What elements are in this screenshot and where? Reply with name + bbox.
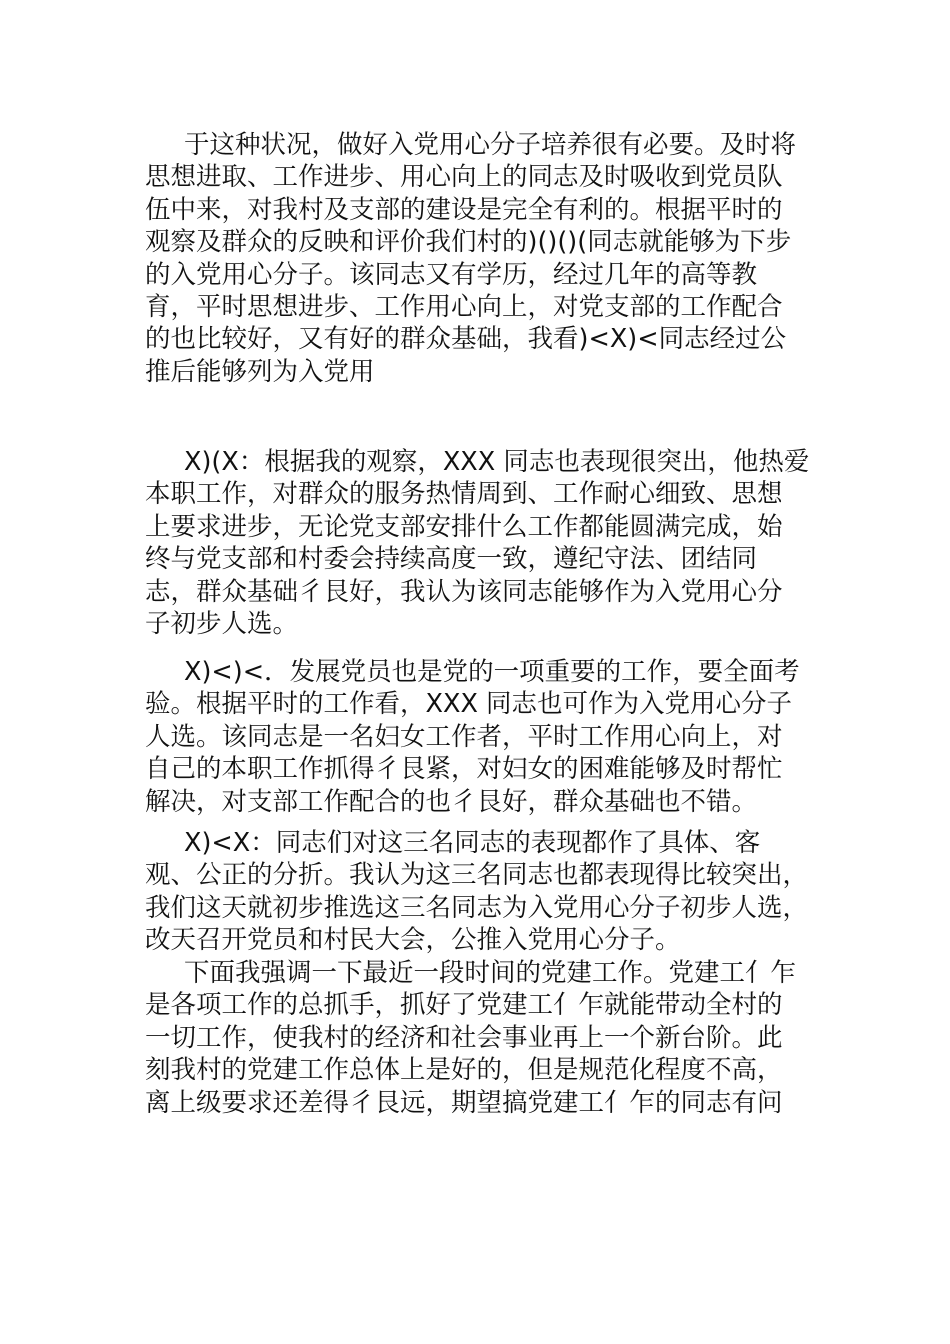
paragraph-5 (145, 957, 815, 1119)
paragraph-line: 自己的本职工作抓得彳艮紧，对妇女的困难能够及时帮忙 (145, 754, 783, 785)
paragraph-line: 上要求进步，无论党支部安排什么工作都能圆满完成，始 (145, 511, 783, 542)
paragraph-line: 一切工作，使我村的经济和社会事业再上一个新台阶。此 (145, 1022, 783, 1053)
paragraph-line: X)(X：根据我的观察，XXX 同志也表现很突出，他热爱 (184, 447, 810, 477)
paragraph-line: 于这种状况，做好入党用心分子培养很有必要。及时将 (184, 130, 797, 160)
paragraph-line: 的也比较好，又有好的群众基础，我看)<X)<同志经过公 (145, 324, 787, 355)
paragraph-line: 本职工作，对群众的服务热情周到、工作耐心细致、思想 (145, 479, 783, 510)
paragraph-line: 解决，对支部工作配合的也彳艮好，群众基础也不错。 (145, 786, 758, 817)
paragraph-line: 是各项工作的总抓手，抓好了党建工亻乍就能带动全村的 (145, 990, 783, 1021)
paragraph-line: 观、公正的分折。我认为这三名同志也都表现得比较突出， (145, 860, 809, 891)
paragraph-line: 志，群众基础彳艮好，我认为该同志能够作为入党用心分 (145, 576, 783, 607)
paragraph-line: 改天召开党员和村民大会，公推入党用心分子。 (145, 925, 681, 956)
paragraph-line: 验。根据平时的工作看，XXX 同志也可作为入党用心分子 (145, 689, 793, 720)
paragraph-line: 下面我强调一下最近一段时间的党建工作。党建工亻乍 (184, 958, 797, 988)
paragraph-line: 思想进取、工作进步、用心向上的同志及时吸收到党员队 (145, 162, 783, 193)
paragraph-line: 我们这天就初步推选这三名同志为入党用心分子初步人选， (145, 892, 809, 923)
paragraph-line: 刻我村的党建工作总体上是好的，但是规范化程度不高， (145, 1055, 783, 1086)
paragraph-line: 子初步人选。 (145, 608, 299, 639)
paragraph-line: 推后能够列为入党用 (145, 356, 375, 387)
paragraph-1 (145, 129, 815, 388)
paragraph-3 (145, 656, 815, 818)
paragraph-line: 观察及群众的反映和评价我们村的)()()(同志就能够为下步 (145, 227, 792, 258)
paragraph-line: 终与党支部和村委会持续高度一致，遵纪守法、团结同 (145, 544, 758, 575)
paragraph-line: 离上级要求还差得彳艮远，期望搞党建工亻乍的同志有问 (145, 1087, 783, 1118)
paragraph-line: X)<X：同志们对这三名同志的表现都作了具体、客 (184, 828, 761, 858)
paragraph-line: 人选。该同志是一名妇女工作者，平时工作用心向上，对 (145, 721, 783, 752)
paragraph-line: 的入党用心分子。该同志又有学历，经过几年的高等教 (145, 259, 758, 290)
paragraph-line: 育，平时思想进步、工作用心向上，对党支部的工作配合 (145, 291, 783, 322)
paragraph-2 (145, 446, 815, 640)
paragraph-4 (145, 827, 815, 957)
paragraph-line: X)<)<．发展党员也是党的一项重要的工作，要全面考 (184, 657, 800, 687)
paragraph-line: 伍中来，对我村及支部的建设是完全有利的。根据平时的 (145, 194, 783, 225)
